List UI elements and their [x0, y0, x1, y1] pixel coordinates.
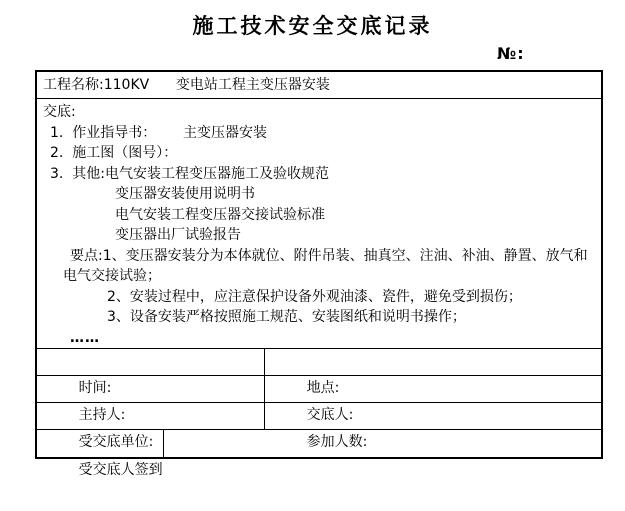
sign-in-area[interactable]: [163, 430, 601, 457]
document-number-label: №:: [497, 44, 525, 63]
host-field[interactable]: [37, 376, 264, 423]
project-name-row: [37, 72, 601, 98]
place-field[interactable]: [264, 349, 601, 396]
key-point-1: 要点:1、变压器安装分为本体就位、附件吊装、抽真空、注油、补油、静置、放气和: [70, 247, 588, 264]
disclosure-section: [37, 98, 601, 348]
receiving-unit-label: 受交底单位:: [78, 434, 154, 450]
disclosure-line-guidebook: 1. 作业指导书： 主变压器安装: [50, 124, 267, 141]
disclosure-line-others: 3. 其他:电气安装工程变压器施工及验收规范: [50, 165, 329, 182]
time-label: 时间:: [78, 380, 112, 396]
disclosure-line-drawings: 2. 施工图（图号）：: [50, 145, 178, 161]
disclosure-heading: 交底:: [43, 104, 76, 120]
key-point-3: 3、设备安装严格按照施工规范、安装图纸和说明书操作；: [107, 309, 466, 325]
place-label: 地点:: [306, 380, 340, 396]
project-name-text: 工程名称:110KV 变电站工程主变压器安装: [43, 77, 330, 93]
discloser-field[interactable]: [264, 376, 601, 423]
receiving-unit-field[interactable]: [37, 403, 264, 450]
disclosure-line-standard: 电气安装工程变压器交接试验标准: [115, 206, 325, 223]
key-point-1-continued: 电气交接试验；: [63, 268, 161, 284]
disclosure-line-report: 变压器出厂试验报告: [115, 227, 241, 243]
document-title: 施工技术安全交底记录: [192, 14, 433, 38]
sign-in-row: [37, 429, 601, 478]
disclosure-line-manual: 变压器安装使用说明书: [115, 186, 255, 202]
sign-in-label: 受交底人签到: [78, 462, 163, 478]
disclosure-form-table: [35, 70, 603, 478]
sign-in-label-cell: [37, 430, 163, 478]
key-point-2: 2、安装过程中，应注意保护设备外观油漆、瓷件，避免受到损伤；: [107, 288, 522, 305]
time-place-row: [37, 348, 601, 396]
host-label: 主持人:: [78, 407, 126, 423]
discloser-label: 交底人:: [306, 407, 354, 423]
host-discloser-row: [37, 375, 601, 423]
unit-attendees-row: [37, 402, 601, 450]
attendees-label: 参加人数:: [306, 434, 368, 450]
ellipsis-line: ……: [70, 329, 100, 346]
attendees-field[interactable]: [264, 403, 601, 450]
time-field[interactable]: [37, 349, 264, 396]
